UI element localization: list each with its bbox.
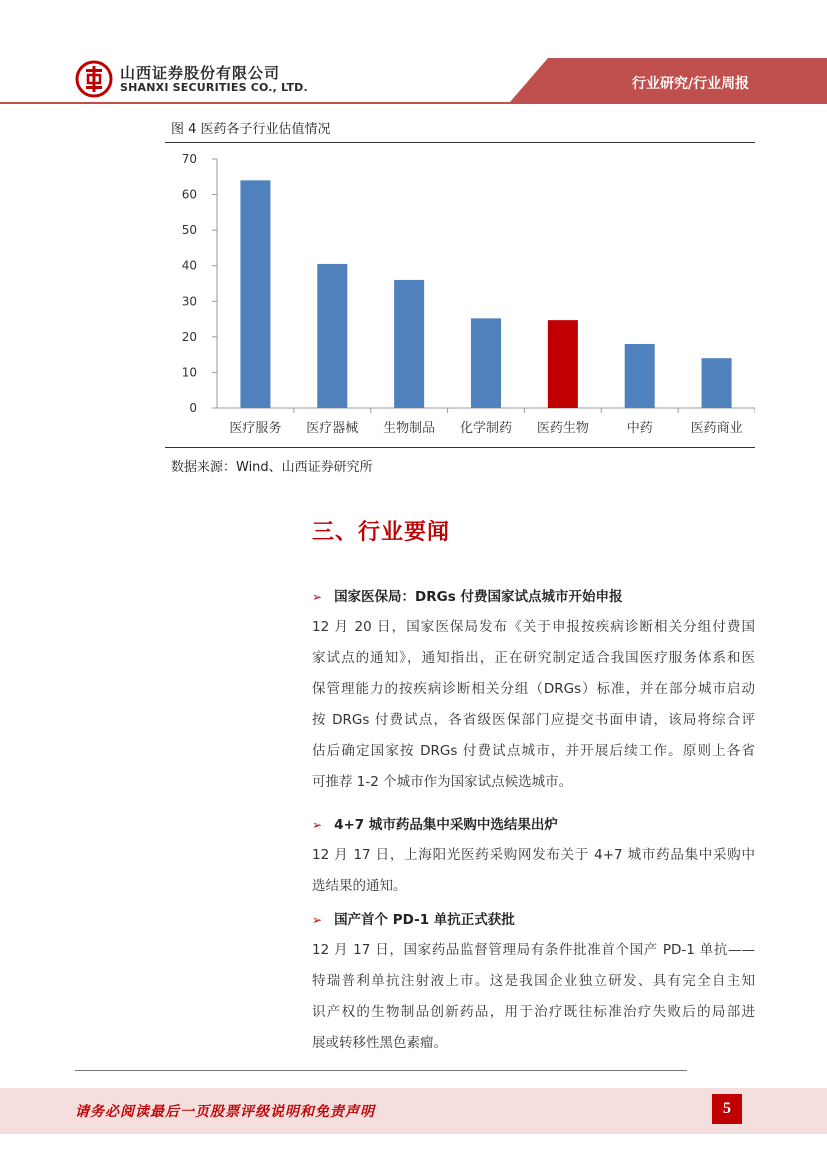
news-paragraph-procurement [312, 840, 755, 902]
bar-4 [471, 318, 501, 408]
arrow-bullet-icon: ➢ [312, 913, 323, 927]
valuation-bar-chart [165, 143, 755, 446]
x-category-label: 医疗服务 [229, 421, 282, 436]
paragraph-line: 按 DRGs 付费试点，各省级医保部门应提交书面申请，该局将综合评 [312, 712, 755, 728]
news-paragraph-drgs [312, 612, 755, 798]
x-category-label: 中药 [626, 421, 653, 436]
y-tick-label: 50 [181, 223, 197, 238]
y-tick-label: 10 [181, 365, 197, 380]
page-number: 5 [712, 1094, 742, 1124]
x-category-label: 医疗器械 [306, 421, 359, 436]
paragraph-line: 12 月 17 日，国家药品监督管理局有条件批准首个国产 PD-1 单抗—— [312, 942, 755, 958]
x-category-label: 医药商业 [690, 421, 743, 436]
bar-7 [702, 358, 732, 408]
bar-1 [240, 180, 270, 408]
y-tick-label: 20 [181, 329, 197, 344]
arrow-bullet-icon: ➢ [312, 590, 323, 604]
shanxi-securities-logo-icon [75, 60, 113, 98]
news-heading-text: 国产首个 PD-1 单抗正式获批 [334, 912, 515, 928]
news-heading-pd1 [312, 908, 515, 928]
x-category-label: 化学制药 [459, 421, 513, 436]
bar-5 [548, 320, 578, 408]
x-category-label: 医药生物 [536, 421, 589, 436]
y-tick-label: 30 [181, 294, 197, 309]
paragraph-line: 选结果的通知。 [312, 878, 407, 894]
footer-rule [75, 1070, 687, 1071]
figure-title: 图 4 医药各子行业估值情况 [171, 122, 331, 137]
news-heading-text: 国家医保局：DRGs 付费国家试点城市开始申报 [334, 589, 623, 605]
page-header [0, 0, 827, 105]
figure-bottom-rule [165, 447, 755, 448]
paragraph-line: 12 月 20 日，国家医保局发布《关于申报按疾病诊断相关分组付费国 [312, 619, 755, 635]
bar-2 [317, 264, 347, 408]
paragraph-line: 估后确定国家按 DRGs 付费试点城市，并开展后续工作。原则上各省 [312, 743, 755, 759]
news-heading-procurement [312, 813, 558, 833]
arrow-bullet-icon: ➢ [312, 818, 323, 832]
news-paragraph-pd1 [312, 935, 755, 1059]
bar-3 [394, 280, 424, 408]
news-heading-text: 4+7 城市药品集中采购中选结果出炉 [334, 817, 558, 833]
paragraph-line: 特瑞普利单抗注射液上市。这是我国企业独立研发、具有完全自主知 [312, 973, 755, 989]
news-heading-drgs [312, 585, 622, 605]
bar-6 [625, 344, 655, 408]
paragraph-line: 识产权的生物制品创新药品，用于治疗既往标准治疗失败后的局部进 [312, 1004, 755, 1020]
footer-disclaimer: 请务必阅读最后一页股票评级说明和免责声明 [75, 1104, 375, 1120]
report-type-label: 行业研究/行业周报 [632, 76, 750, 92]
y-tick-label: 0 [189, 401, 197, 415]
paragraph-line: 保管理能力的按疾病诊断相关分组（DRGs）标准，并在部分城市启动 [312, 681, 755, 697]
section-title: 三、行业要闻 [312, 520, 451, 545]
figure-source: 数据来源：Wind、山西证券研究所 [171, 460, 373, 475]
y-tick-label: 60 [181, 187, 197, 202]
company-name-cn: 山西证券股份有限公司 [120, 64, 281, 82]
paragraph-line: 可推荐 1-2 个城市作为国家试点候选城市。 [312, 774, 573, 790]
y-tick-label: 40 [181, 258, 197, 273]
paragraph-line: 家试点的通知》，通知指出，正在研究制定适合我国医疗服务体系和医 [312, 650, 755, 666]
y-tick-label: 70 [181, 152, 197, 166]
paragraph-line: 展或转移性黑色素瘤。 [312, 1035, 447, 1051]
company-name-en: SHANXI SECURITIES CO., LTD. [120, 81, 308, 94]
paragraph-line: 12 月 17 日，上海阳光医药采购网发布关于 4+7 城市药品集中采购中 [312, 847, 755, 863]
x-category-label: 生物制品 [383, 421, 436, 436]
